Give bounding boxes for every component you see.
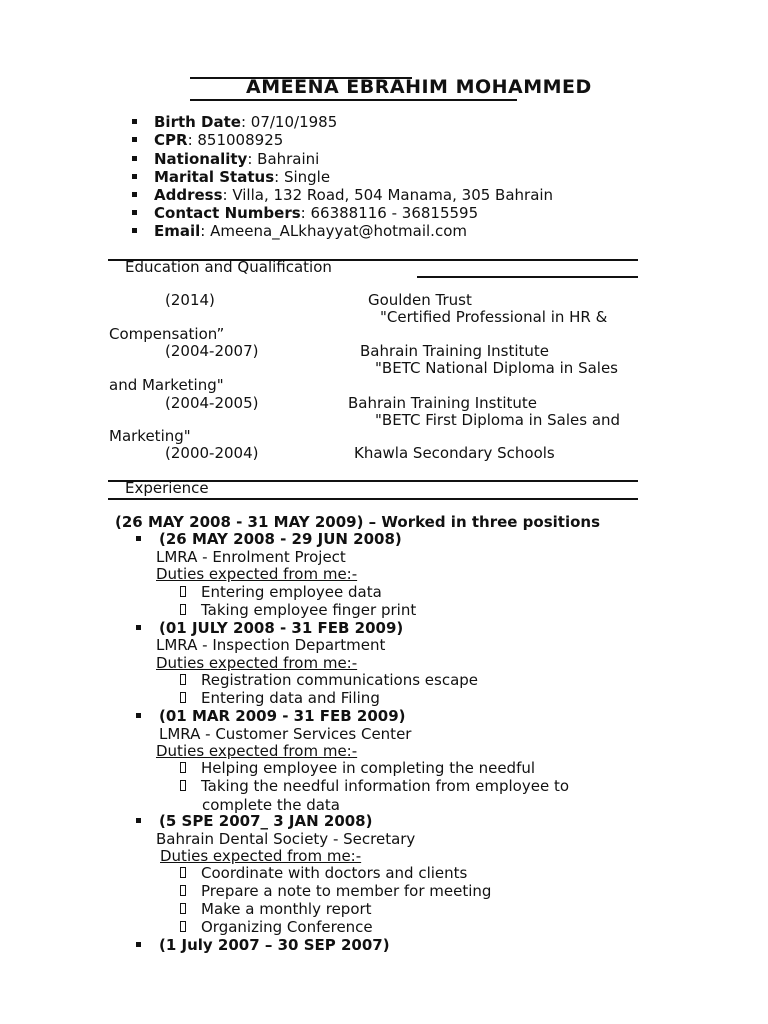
personal-item — [132, 168, 330, 186]
duty-text: Entering employee data — [201, 583, 382, 601]
duty-text: Make a monthly report — [201, 900, 372, 918]
job-period — [136, 619, 403, 637]
field-value: : Bahraini — [247, 150, 320, 168]
field-value: : 07/10/1985 — [240, 113, 338, 131]
candidate-name: AMEENA EBRAHIM MOHAMMED — [246, 76, 592, 98]
duty-item — [180, 671, 478, 689]
bullet-icon — [180, 674, 186, 685]
field-value: : Single — [274, 168, 331, 186]
bullet-icon — [132, 192, 137, 197]
duty-item — [180, 689, 380, 707]
bullet-icon — [180, 604, 186, 615]
job-period-text: (26 MAY 2008 - 29 JUN 2008) — [159, 530, 402, 548]
job-organization: LMRA - Enrolment Project — [156, 548, 346, 566]
duty-text: Prepare a note to member for meeting — [201, 882, 492, 900]
bullet-icon — [180, 762, 186, 773]
personal-item — [132, 131, 283, 149]
field-value: : 851008925 — [187, 131, 284, 149]
job-period-text: (5 SPE 2007_ 3 JAN 2008) — [159, 812, 373, 830]
job-organization: Bahrain Dental Society - Secretary — [156, 830, 416, 848]
duty-text: Taking employee finger print — [201, 601, 417, 619]
bullet-icon — [132, 228, 137, 233]
duties-label: Duties expected from me:- — [156, 742, 358, 760]
duty-text-cont: complete the data — [202, 796, 341, 814]
bullet-icon — [180, 586, 186, 597]
bullet-icon — [136, 818, 141, 823]
bullet-icon — [132, 137, 137, 142]
education-title-cont: and Marketing" — [109, 376, 224, 394]
bullet-icon — [180, 780, 186, 791]
duty-text: Registration communications escape — [201, 671, 479, 689]
personal-item — [132, 204, 478, 222]
duty-item — [180, 900, 372, 918]
field-label: Marital Status — [154, 168, 275, 186]
job-period — [136, 707, 406, 725]
job-period — [136, 812, 372, 830]
education-year: (2004-2005) — [165, 394, 259, 412]
bullet-icon — [180, 692, 186, 703]
education-title-cont: Marketing" — [109, 427, 191, 445]
personal-item — [132, 222, 467, 240]
education-title: "BETC First Diploma in Sales and — [375, 411, 621, 429]
bullet-icon — [132, 210, 137, 215]
field-label: Contact Numbers — [154, 204, 301, 222]
bullet-icon — [136, 713, 141, 718]
job-period-text: (1 July 2007 – 30 SEP 2007) — [159, 936, 390, 954]
education-institution: Bahrain Training Institute — [360, 342, 550, 360]
bullet-icon — [136, 625, 141, 630]
field-label: CPR — [154, 131, 188, 149]
job-organization: LMRA - Inspection Department — [156, 636, 386, 654]
duties-label: Duties expected from me:- — [156, 565, 358, 583]
education-year: (2004-2007) — [165, 342, 259, 360]
duties-label: Duties expected from me:- — [156, 654, 358, 672]
duty-item — [180, 918, 373, 936]
bullet-icon — [180, 885, 186, 896]
bullet-icon — [132, 119, 137, 124]
education-heading: Education and Qualification — [125, 258, 332, 276]
duty-text: Helping employee in completing the needful — [201, 759, 536, 777]
education-title-cont: Compensation” — [109, 325, 225, 343]
field-label: Birth Date — [154, 113, 241, 131]
education-year: (2000-2004) — [165, 444, 259, 462]
duty-text: Coordinate with doctors and clients — [201, 864, 468, 882]
job-period-text: (01 MAR 2009 - 31 FEB 2009) — [159, 707, 406, 725]
duty-item — [180, 583, 382, 601]
duty-text: Organizing Conference — [201, 918, 373, 936]
bullet-icon — [180, 921, 186, 932]
duty-item — [180, 759, 535, 777]
job-organization: LMRA - Customer Services Center — [159, 725, 412, 743]
bullet-icon — [132, 174, 137, 179]
experience-heading: Experience — [125, 479, 209, 497]
bullet-icon — [180, 867, 186, 878]
duties-label: Duties expected from me:- — [160, 847, 362, 865]
bullet-icon — [132, 156, 137, 161]
personal-item — [132, 186, 553, 204]
education-title: "BETC National Diploma in Sales — [375, 359, 618, 377]
name-rule-bottom — [190, 99, 517, 101]
experience-rule-bottom — [108, 498, 638, 500]
duty-item — [180, 777, 569, 795]
bullet-icon — [136, 942, 141, 947]
duty-item — [180, 882, 491, 900]
field-label: Email — [154, 222, 201, 240]
personal-item — [132, 113, 337, 131]
field-value: : Villa, 132 Road, 504 Manama, 305 Bahrain — [222, 186, 554, 204]
job-period — [136, 530, 402, 548]
duty-item — [180, 864, 467, 882]
education-title: "Certified Professional in HR & — [380, 308, 608, 326]
job-period — [136, 936, 390, 954]
field-label: Address — [154, 186, 223, 204]
field-value: : 66388116 - 36815595 — [300, 204, 479, 222]
bullet-icon — [136, 536, 141, 541]
field-label: Nationality — [154, 150, 248, 168]
education-institution: Bahrain Training Institute — [348, 394, 538, 412]
field-value: : Ameena_ALkhayyat@hotmail.com — [200, 222, 467, 240]
education-institution: Khawla Secondary Schools — [354, 444, 555, 462]
duty-text: Entering data and Filing — [201, 689, 380, 707]
education-rule-bottom — [417, 276, 638, 278]
experience-summary: (26 MAY 2008 - 31 MAY 2009) – Worked in three positions — [115, 513, 600, 531]
education-institution: Goulden Trust — [368, 291, 472, 309]
education-year: (2014) — [165, 291, 215, 309]
job-period-text: (01 JULY 2008 - 31 FEB 2009) — [159, 619, 404, 637]
duty-item — [180, 601, 416, 619]
personal-item — [132, 150, 319, 168]
bullet-icon — [180, 903, 186, 914]
duty-text: Taking the needful information from employee to — [201, 777, 569, 795]
